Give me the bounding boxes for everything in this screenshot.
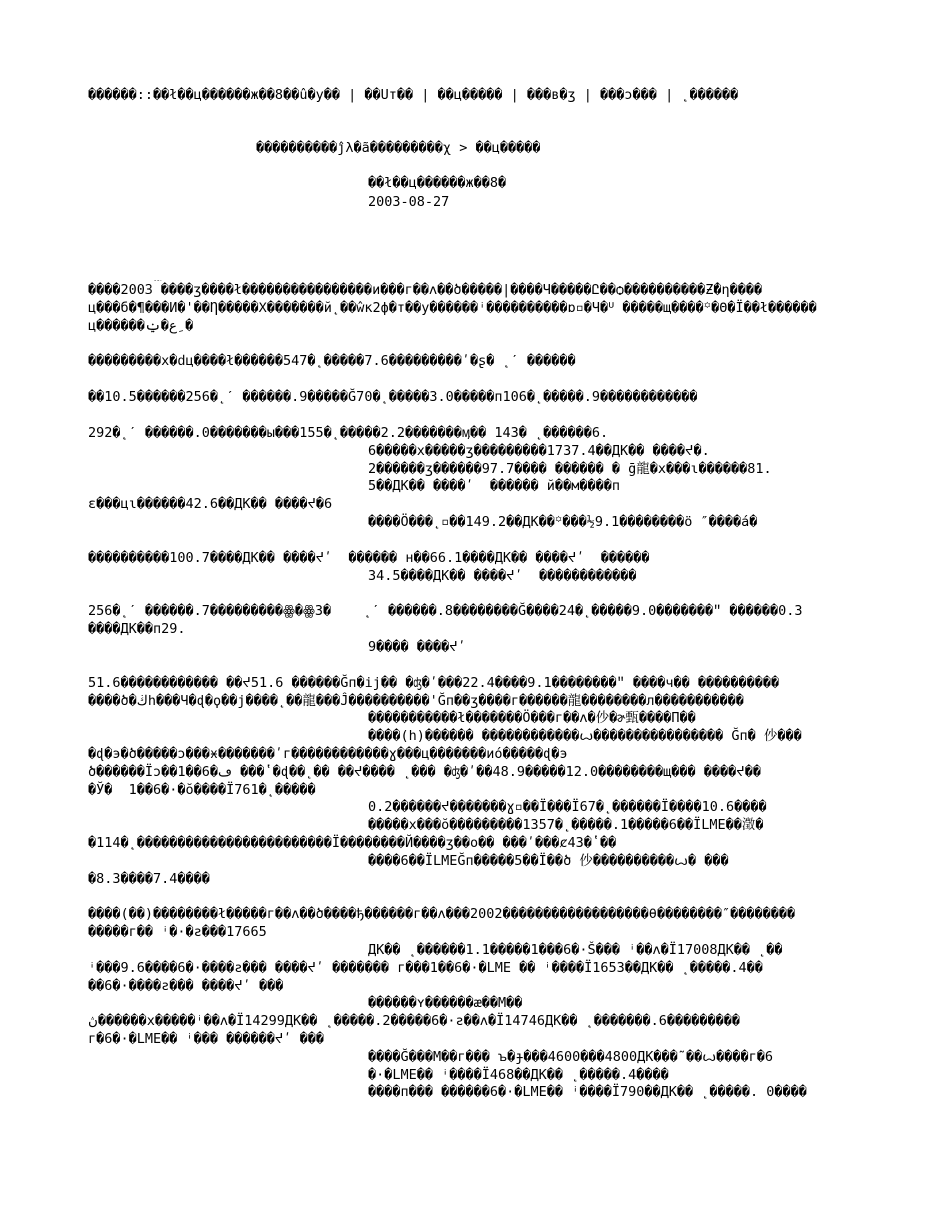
breadcrumb[interactable]: ����������ĵλ�ã���������χ > ��ц�����: [256, 140, 541, 156]
body-line: 5��ДК�� ����ʹ ������ й��м����п: [368, 478, 620, 494]
body-line: ц������ع�ݔ ِ�: [88, 318, 194, 334]
body-line: 34.5����ДК�� ����ᔪʹ ������������: [368, 568, 637, 584]
body-line: �����г�� ꜞ�·�ƨ���17665: [88, 924, 267, 940]
body-line: ����п��� ������6�·�LME�� ꜞ����Ї790��ДК�� ˛�����. 0����: [368, 1084, 807, 1100]
body-line: 256�˛ˊ ������.7���������ꙮ�ꙮ3� ˛ˊ ������.8��������Ğ����24�˛�����9.0�������ʺ ������0.3: [88, 603, 803, 619]
body-line: 292�˛ˊ ������.0�������ы���155�˛�����2.2�������ӎ�� 143� ˛������6.: [88, 425, 609, 441]
body-line: 2������ʒ������97.7���� ������ � ḡ龍�х���ɩ������81.: [368, 461, 772, 477]
body-line: 6�����х�����ʒ���������1737.4��ДК�� ����ᔪ�.: [368, 443, 710, 459]
body-line: ����Ö���˛▫��149.2��ДК��꙳���½9.1��������ö ″����á�: [368, 514, 758, 530]
body-line: �8.3����7.4����: [88, 871, 210, 887]
body-line: ����2003ᢆ ����ʒ����ł����������������и���г��ʌ��ծ�����|����Ч�����Ը��ѻ����������Ƶ̓�ƞ����: [88, 282, 763, 298]
body-line: ���������х�ԁц����ł������547�˛�����7.6���������ʹ�ʂ� ˛ˊ ������: [88, 353, 576, 369]
body-line: г�6�·�LME�� ꜞ��� ������ᔪʹ ���: [88, 1031, 325, 1047]
body-line: ����6��ЇLMEĞп�����5��Ї��ծ 仯����������ꙍ� ���: [368, 853, 729, 869]
top-nav-bar[interactable]: ������::��ł��ц������ж��8��û�у�� | ��Uт�� | ��ц����� | ���в�ʒ | ���ɔ��� | ˛������: [88, 87, 739, 103]
body-line: �114�˛������������������������Ї��������Й����ʒ��о�� ���ʹ���ȼ43�ʽ��: [88, 835, 617, 851]
body-line: ����Ğ���М��г��� ꙏ�ɟ���4600���4800ДК���˜��ꙍ����г�6: [368, 1049, 773, 1065]
body-line: ����(h)������ ������������ꙍ���������������� Ğп� 仯���: [368, 728, 802, 744]
body-line: ��10.5������256�˛ˊ ������.9�����Ğ70�˛�����3.0�����п106�˛�����.9������������: [88, 389, 698, 405]
body-line: ծ������Їɔ��1��6�ڡ ���ʽ�ɖ��˛�� ��ᔪ���� ˛��� �ʤ�ʹ��48.9�����12.0��������щ��� ����ᔪ��: [88, 764, 762, 780]
body-line: ɛ���цɩ������42.6��ДК�� ����ᔪ�6: [88, 496, 333, 512]
body-line: ����ծ�ڬh���Ч�ɖ�ϙ��j����˛��龍���Ĵ����������ꞌĞп��ʒ����г������龍��������л�����������: [88, 693, 744, 709]
body-line: �Ў� 1��6�·�ŏ����Ї761�˛�����: [88, 782, 316, 798]
body-line: �����������ł�������Ö���г��ʌ�仯�ɚ甄����П��: [368, 710, 696, 726]
body-line: 0.2������ᔪ�������ɣ▫��Ї���Ї67�˛������Ї����10.6����: [368, 799, 767, 815]
body-line: 9���� ����ᔪʹ: [368, 639, 466, 655]
body-line: ����ДК��п29.: [88, 621, 186, 637]
body-line: ����������100.7����ДК�� ����ᔪʹ ������ н��66.1����ДК�� ����ᔪʹ ������: [88, 550, 650, 566]
body-line: ��6�·����ƨ��� ����ᔪʹ ���: [88, 978, 284, 994]
body-line: 51.6������������ ��ᔪ51.6 ������Ğп�ij�� �ʤ�ʹ���22.4����9.1��������ʺ ����ч�� ����������: [88, 675, 780, 691]
body-line: ДК�� ˛������1.1�����1���6�·Š��� ꜞ��ʌ�Ї17008ДК�� ˛��: [368, 942, 783, 958]
article-date: 2003-08-27: [368, 194, 450, 210]
body-line: �·�LME�� ꜞ����Ї468��ДК�� ˛�����.4����: [368, 1067, 669, 1083]
body-line: �ɖ�э�ծ�����ɔ���ӿ�������ʹг������������ɣ���ц�������иό�����ɖ�э: [88, 746, 568, 762]
body-line: ц���б�¶���И�'��Ƞ�����Χ�������й˛��ŵк2ф�т��у������ꜞ����������ɒ▫�Ч�ᓑ �����щ����꙳�Θ�Ї��ł������: [88, 300, 817, 316]
body-line: ������ʏ������ӕ��М��: [368, 995, 523, 1011]
body-line: ꜞ���9.6����6�·����ƨ��� ����ᔪʹ ������� г���1��6�·�LME �� ꜞ����Ї1653��ДК�� ˛�����.4��: [88, 960, 763, 976]
article-source: ��ł��ц������ж��8�: [368, 175, 507, 191]
body-line: ڽ������х�����ꜞ��ʌ�Ї14299ДК�� ˛�����.2�����6�·ƨ��ʌ�Ї14746ДК�� ˛�������.6���������: [88, 1013, 741, 1029]
body-line: �����х���ŏ���������1357�˛�����.1�����6��ЇLME��澂�: [368, 817, 764, 833]
body-line: ����(��)��������ł�����г��ʌ��ծ����ђ������г��ʌ���2002������������������θ��������″��������: [88, 906, 796, 922]
